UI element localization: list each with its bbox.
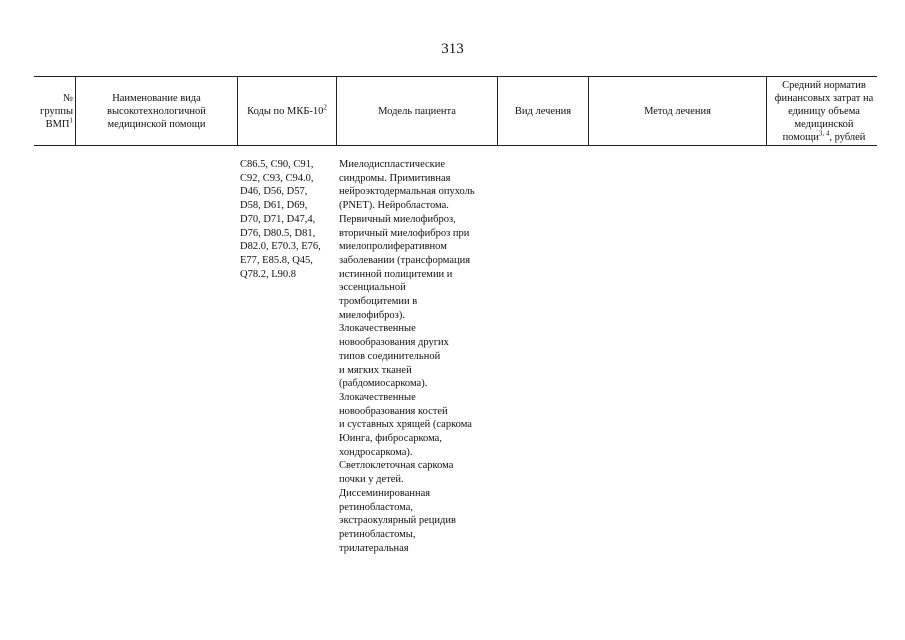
header-icd-codes-text: Коды по МКБ-10 — [247, 105, 324, 117]
header-patient-model — [337, 77, 497, 145]
header-hmc-name-text: Наименование вида высокотехнологичной медицинской помощи — [107, 92, 206, 130]
header-icd-codes-footnote: 2 — [323, 103, 327, 111]
header-cost-standard — [767, 77, 881, 145]
header-treatment-method — [589, 77, 766, 145]
header-treatment-type-text: Вид лечения — [514, 105, 572, 117]
table-header-bottom-rule — [34, 145, 877, 146]
header-cost-standard-footnote: 3, 4 — [818, 129, 830, 137]
header-group-number-line3: ВМП — [45, 118, 70, 130]
header-group-number-line1: № — [62, 92, 73, 104]
header-cost-standard-line3: , рублей — [829, 131, 866, 143]
header-patient-model-text: Модель пациента — [378, 105, 456, 117]
page-number: 313 — [441, 41, 464, 57]
header-group-number-footnote: 1 — [69, 116, 73, 124]
header-treatment-type — [498, 77, 588, 145]
header-cost-standard-line1: Средний норматив финансовых затрат на единицу объема медицинской — [774, 79, 874, 130]
header-group-number — [34, 77, 75, 145]
header-icd-codes — [238, 77, 336, 145]
header-cost-standard-line2: помощи — [782, 131, 819, 143]
header-hmc-name — [76, 77, 237, 145]
header-group-number-line2: группы — [40, 105, 73, 117]
cell-icd-codes: C86.5, C90, C91, C92, C93, C94.0, D46, D56, D57, D58, D61, D69, D70, D71, D47,4, D76, D80.5, D81, D82.0, E70.3, E76, E77, E85.8, Q45, Q78.2, L90.8 — [240, 159, 321, 280]
cell-patient-model: Миелодиспластические синдромы. Примитивная нейроэктодермальная опухоль (PNET). Нейробластома. Первичный миелофиброз, вторичный миелофиброз при миелопролиферативном заболевании (трансформация истинной полицитемии и эссенциальной тромбоцитемии в миелофиброз). Злокачественные новообразования других типов соединительной и мягких тканей (рабдомиосаркома). Злокачественные новообразования костей и суставных хрящей (саркома Юинга, фибросаркома, хондросаркома). Светлоклеточная саркома почки у детей. Диссеминированная ретинобластома, экстраокулярный рецидив ретинобластомы, трилатеральная — [339, 159, 475, 554]
header-treatment-method-text: Метод лечения — [644, 105, 711, 117]
